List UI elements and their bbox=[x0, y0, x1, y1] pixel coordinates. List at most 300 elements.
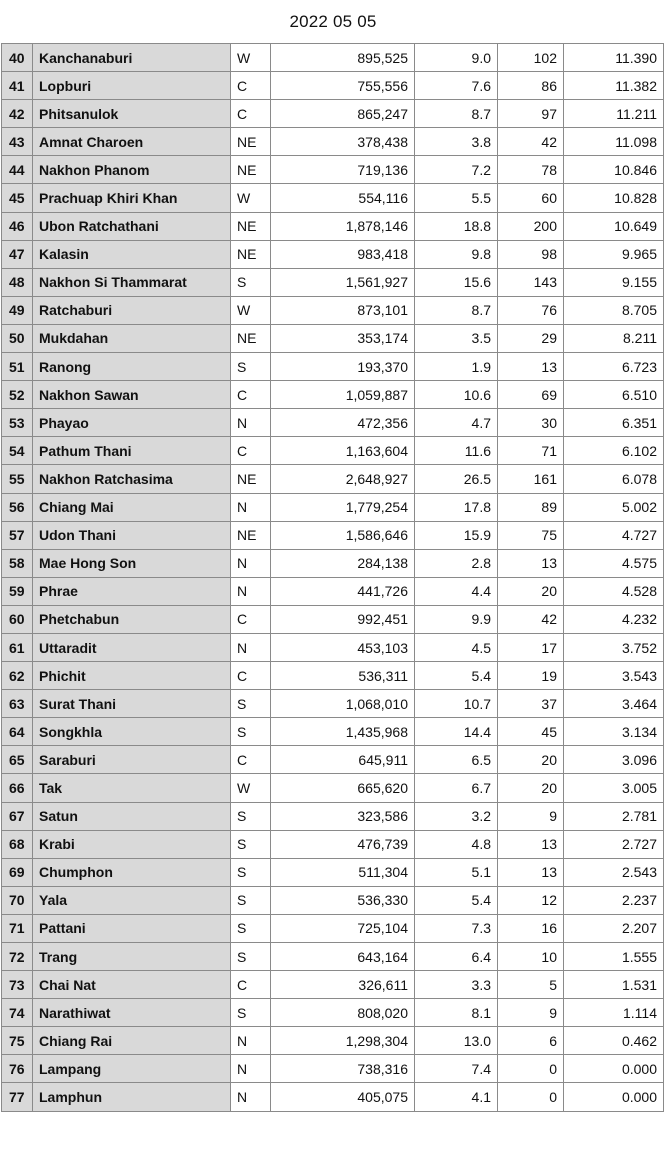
rate-cell: 1.531 bbox=[564, 971, 664, 999]
rate-cell: 5.002 bbox=[564, 493, 664, 521]
population-share-cell: 3.8 bbox=[415, 128, 498, 156]
cases-cell: 45 bbox=[498, 718, 564, 746]
population-cell: 643,164 bbox=[271, 943, 415, 971]
cases-cell: 13 bbox=[498, 353, 564, 381]
cases-cell: 17 bbox=[498, 633, 564, 661]
rate-cell: 11.390 bbox=[564, 44, 664, 72]
population-share-cell: 10.6 bbox=[415, 381, 498, 409]
cases-cell: 13 bbox=[498, 549, 564, 577]
table-row bbox=[2, 1027, 664, 1055]
population-cell: 536,330 bbox=[271, 886, 415, 914]
province-cell: Ranong bbox=[33, 353, 231, 381]
rank-cell: 44 bbox=[2, 156, 33, 184]
population-share-cell: 5.4 bbox=[415, 886, 498, 914]
rate-cell: 6.102 bbox=[564, 437, 664, 465]
population-share-cell: 5.5 bbox=[415, 184, 498, 212]
table-row bbox=[2, 184, 664, 212]
cases-cell: 76 bbox=[498, 296, 564, 324]
rate-cell: 0.000 bbox=[564, 1083, 664, 1111]
rank-cell: 63 bbox=[2, 690, 33, 718]
province-cell: Pattani bbox=[33, 914, 231, 942]
population-cell: 1,779,254 bbox=[271, 493, 415, 521]
population-share-cell: 3.3 bbox=[415, 971, 498, 999]
population-cell: 755,556 bbox=[271, 72, 415, 100]
rank-cell: 72 bbox=[2, 943, 33, 971]
cases-cell: 69 bbox=[498, 381, 564, 409]
region-cell: NE bbox=[231, 128, 271, 156]
table-row bbox=[2, 633, 664, 661]
region-cell: NE bbox=[231, 324, 271, 352]
province-cell: Saraburi bbox=[33, 746, 231, 774]
table-row bbox=[2, 886, 664, 914]
population-cell: 554,116 bbox=[271, 184, 415, 212]
population-share-cell: 6.5 bbox=[415, 746, 498, 774]
rank-cell: 74 bbox=[2, 999, 33, 1027]
population-share-cell: 7.3 bbox=[415, 914, 498, 942]
rank-cell: 46 bbox=[2, 212, 33, 240]
cases-cell: 20 bbox=[498, 577, 564, 605]
rate-cell: 6.510 bbox=[564, 381, 664, 409]
region-cell: S bbox=[231, 718, 271, 746]
rate-cell: 4.232 bbox=[564, 605, 664, 633]
population-share-cell: 15.9 bbox=[415, 521, 498, 549]
province-cell: Uttaradit bbox=[33, 633, 231, 661]
population-share-cell: 26.5 bbox=[415, 465, 498, 493]
cases-cell: 102 bbox=[498, 44, 564, 72]
rate-cell: 8.211 bbox=[564, 324, 664, 352]
population-cell: 536,311 bbox=[271, 662, 415, 690]
cases-cell: 37 bbox=[498, 690, 564, 718]
population-cell: 193,370 bbox=[271, 353, 415, 381]
population-cell: 719,136 bbox=[271, 156, 415, 184]
cases-cell: 60 bbox=[498, 184, 564, 212]
population-cell: 511,304 bbox=[271, 858, 415, 886]
table-row bbox=[2, 409, 664, 437]
province-cell: Ratchaburi bbox=[33, 296, 231, 324]
cases-cell: 19 bbox=[498, 662, 564, 690]
population-cell: 1,068,010 bbox=[271, 690, 415, 718]
province-cell: Chiang Rai bbox=[33, 1027, 231, 1055]
region-cell: S bbox=[231, 802, 271, 830]
province-cell: Narathiwat bbox=[33, 999, 231, 1027]
rank-cell: 48 bbox=[2, 268, 33, 296]
province-cell: Yala bbox=[33, 886, 231, 914]
rank-cell: 59 bbox=[2, 577, 33, 605]
population-share-cell: 7.4 bbox=[415, 1055, 498, 1083]
region-cell: NE bbox=[231, 521, 271, 549]
population-share-cell: 1.9 bbox=[415, 353, 498, 381]
page-title: 2022 05 05 bbox=[289, 12, 377, 31]
population-share-cell: 5.1 bbox=[415, 858, 498, 886]
population-cell: 441,726 bbox=[271, 577, 415, 605]
province-cell: Pathum Thani bbox=[33, 437, 231, 465]
rate-cell: 1.555 bbox=[564, 943, 664, 971]
province-cell: Prachuap Khiri Khan bbox=[33, 184, 231, 212]
region-cell: C bbox=[231, 72, 271, 100]
table-row bbox=[2, 914, 664, 942]
region-cell: C bbox=[231, 381, 271, 409]
rank-cell: 45 bbox=[2, 184, 33, 212]
table-row bbox=[2, 971, 664, 999]
province-cell: Tak bbox=[33, 774, 231, 802]
cases-cell: 75 bbox=[498, 521, 564, 549]
table-row bbox=[2, 774, 664, 802]
population-cell: 353,174 bbox=[271, 324, 415, 352]
province-cell: Phrae bbox=[33, 577, 231, 605]
population-share-cell: 7.6 bbox=[415, 72, 498, 100]
region-cell: S bbox=[231, 943, 271, 971]
rank-cell: 67 bbox=[2, 802, 33, 830]
province-cell: Nakhon Sawan bbox=[33, 381, 231, 409]
population-cell: 865,247 bbox=[271, 100, 415, 128]
rank-cell: 49 bbox=[2, 296, 33, 324]
cases-cell: 161 bbox=[498, 465, 564, 493]
region-cell: W bbox=[231, 296, 271, 324]
population-share-cell: 4.1 bbox=[415, 1083, 498, 1111]
population-cell: 2,648,927 bbox=[271, 465, 415, 493]
table-row bbox=[2, 605, 664, 633]
population-share-cell: 8.7 bbox=[415, 100, 498, 128]
province-cell: Kalasin bbox=[33, 240, 231, 268]
table-row bbox=[2, 577, 664, 605]
rank-cell: 54 bbox=[2, 437, 33, 465]
population-cell: 284,138 bbox=[271, 549, 415, 577]
table-row bbox=[2, 802, 664, 830]
cases-cell: 78 bbox=[498, 156, 564, 184]
region-cell: N bbox=[231, 633, 271, 661]
population-share-cell: 4.7 bbox=[415, 409, 498, 437]
population-share-cell: 11.6 bbox=[415, 437, 498, 465]
rate-cell: 6.351 bbox=[564, 409, 664, 437]
cases-cell: 20 bbox=[498, 774, 564, 802]
province-cell: Phitsanulok bbox=[33, 100, 231, 128]
rank-cell: 55 bbox=[2, 465, 33, 493]
cases-cell: 9 bbox=[498, 999, 564, 1027]
province-cell: Mukdahan bbox=[33, 324, 231, 352]
population-cell: 323,586 bbox=[271, 802, 415, 830]
table-row bbox=[2, 746, 664, 774]
province-cell: Satun bbox=[33, 802, 231, 830]
cases-cell: 71 bbox=[498, 437, 564, 465]
rank-cell: 76 bbox=[2, 1055, 33, 1083]
province-cell: Krabi bbox=[33, 830, 231, 858]
population-share-cell: 5.4 bbox=[415, 662, 498, 690]
cases-cell: 200 bbox=[498, 212, 564, 240]
cases-cell: 89 bbox=[498, 493, 564, 521]
population-cell: 808,020 bbox=[271, 999, 415, 1027]
rate-cell: 6.723 bbox=[564, 353, 664, 381]
table-row bbox=[2, 100, 664, 128]
population-cell: 472,356 bbox=[271, 409, 415, 437]
table-row bbox=[2, 128, 664, 156]
region-cell: S bbox=[231, 690, 271, 718]
region-cell: NE bbox=[231, 156, 271, 184]
region-cell: S bbox=[231, 268, 271, 296]
rate-cell: 4.727 bbox=[564, 521, 664, 549]
region-cell: N bbox=[231, 549, 271, 577]
population-cell: 1,586,646 bbox=[271, 521, 415, 549]
region-cell: N bbox=[231, 409, 271, 437]
rate-cell: 11.211 bbox=[564, 100, 664, 128]
rate-cell: 3.464 bbox=[564, 690, 664, 718]
rate-cell: 2.781 bbox=[564, 802, 664, 830]
rank-cell: 52 bbox=[2, 381, 33, 409]
province-cell: Phichit bbox=[33, 662, 231, 690]
population-share-cell: 9.0 bbox=[415, 44, 498, 72]
population-cell: 453,103 bbox=[271, 633, 415, 661]
table-row bbox=[2, 296, 664, 324]
rate-cell: 2.207 bbox=[564, 914, 664, 942]
region-cell: N bbox=[231, 1055, 271, 1083]
cases-cell: 5 bbox=[498, 971, 564, 999]
table-row bbox=[2, 521, 664, 549]
population-share-cell: 8.7 bbox=[415, 296, 498, 324]
table-row bbox=[2, 830, 664, 858]
region-cell: W bbox=[231, 184, 271, 212]
region-cell: S bbox=[231, 999, 271, 1027]
cases-cell: 13 bbox=[498, 830, 564, 858]
cases-cell: 42 bbox=[498, 128, 564, 156]
population-share-cell: 13.0 bbox=[415, 1027, 498, 1055]
rate-cell: 3.134 bbox=[564, 718, 664, 746]
rate-cell: 2.543 bbox=[564, 858, 664, 886]
population-share-cell: 6.4 bbox=[415, 943, 498, 971]
cases-cell: 42 bbox=[498, 605, 564, 633]
rate-cell: 10.846 bbox=[564, 156, 664, 184]
table-row bbox=[2, 999, 664, 1027]
region-cell: C bbox=[231, 605, 271, 633]
rate-cell: 10.649 bbox=[564, 212, 664, 240]
cases-cell: 0 bbox=[498, 1055, 564, 1083]
table-row bbox=[2, 381, 664, 409]
province-cell: Udon Thani bbox=[33, 521, 231, 549]
cases-cell: 0 bbox=[498, 1083, 564, 1111]
province-cell: Phayao bbox=[33, 409, 231, 437]
population-share-cell: 10.7 bbox=[415, 690, 498, 718]
province-cell: Mae Hong Son bbox=[33, 549, 231, 577]
region-cell: NE bbox=[231, 212, 271, 240]
rank-cell: 53 bbox=[2, 409, 33, 437]
table-row bbox=[2, 1055, 664, 1083]
population-share-cell: 17.8 bbox=[415, 493, 498, 521]
province-cell: Nakhon Ratchasima bbox=[33, 465, 231, 493]
rank-cell: 65 bbox=[2, 746, 33, 774]
province-cell: Lampang bbox=[33, 1055, 231, 1083]
cases-cell: 13 bbox=[498, 858, 564, 886]
cases-cell: 6 bbox=[498, 1027, 564, 1055]
province-cell: Nakhon Phanom bbox=[33, 156, 231, 184]
rank-cell: 77 bbox=[2, 1083, 33, 1111]
rate-cell: 1.114 bbox=[564, 999, 664, 1027]
population-share-cell: 18.8 bbox=[415, 212, 498, 240]
cases-cell: 20 bbox=[498, 746, 564, 774]
table-row bbox=[2, 324, 664, 352]
rate-cell: 4.575 bbox=[564, 549, 664, 577]
rate-cell: 10.828 bbox=[564, 184, 664, 212]
rate-cell: 6.078 bbox=[564, 465, 664, 493]
rank-cell: 43 bbox=[2, 128, 33, 156]
population-share-cell: 2.8 bbox=[415, 549, 498, 577]
population-share-cell: 3.2 bbox=[415, 802, 498, 830]
table-row bbox=[2, 690, 664, 718]
region-cell: C bbox=[231, 746, 271, 774]
rank-cell: 51 bbox=[2, 353, 33, 381]
population-cell: 895,525 bbox=[271, 44, 415, 72]
population-cell: 405,075 bbox=[271, 1083, 415, 1111]
region-cell: W bbox=[231, 44, 271, 72]
province-cell: Chiang Mai bbox=[33, 493, 231, 521]
population-cell: 1,163,604 bbox=[271, 437, 415, 465]
population-share-cell: 3.5 bbox=[415, 324, 498, 352]
population-cell: 378,438 bbox=[271, 128, 415, 156]
province-table bbox=[1, 43, 664, 1112]
population-share-cell: 8.1 bbox=[415, 999, 498, 1027]
table-row bbox=[2, 44, 664, 72]
province-cell: Nakhon Si Thammarat bbox=[33, 268, 231, 296]
population-cell: 1,059,887 bbox=[271, 381, 415, 409]
population-cell: 476,739 bbox=[271, 830, 415, 858]
rate-cell: 11.382 bbox=[564, 72, 664, 100]
rate-cell: 0.000 bbox=[564, 1055, 664, 1083]
table-row bbox=[2, 353, 664, 381]
population-share-cell: 4.8 bbox=[415, 830, 498, 858]
cases-cell: 30 bbox=[498, 409, 564, 437]
rank-cell: 50 bbox=[2, 324, 33, 352]
region-cell: C bbox=[231, 971, 271, 999]
rank-cell: 66 bbox=[2, 774, 33, 802]
rate-cell: 3.752 bbox=[564, 633, 664, 661]
rate-cell: 2.237 bbox=[564, 886, 664, 914]
table-row bbox=[2, 240, 664, 268]
rank-cell: 47 bbox=[2, 240, 33, 268]
rank-cell: 57 bbox=[2, 521, 33, 549]
population-share-cell: 6.7 bbox=[415, 774, 498, 802]
region-cell: C bbox=[231, 100, 271, 128]
rank-cell: 69 bbox=[2, 858, 33, 886]
table-row bbox=[2, 1083, 664, 1111]
region-cell: C bbox=[231, 437, 271, 465]
table-body bbox=[2, 44, 664, 1112]
province-cell: Lopburi bbox=[33, 72, 231, 100]
province-cell: Trang bbox=[33, 943, 231, 971]
province-cell: Chai Nat bbox=[33, 971, 231, 999]
rate-cell: 3.005 bbox=[564, 774, 664, 802]
population-cell: 873,101 bbox=[271, 296, 415, 324]
rank-cell: 61 bbox=[2, 633, 33, 661]
region-cell: N bbox=[231, 577, 271, 605]
table-row bbox=[2, 72, 664, 100]
population-cell: 1,561,927 bbox=[271, 268, 415, 296]
cases-cell: 10 bbox=[498, 943, 564, 971]
population-cell: 1,298,304 bbox=[271, 1027, 415, 1055]
rank-cell: 73 bbox=[2, 971, 33, 999]
table-row bbox=[2, 662, 664, 690]
region-cell: N bbox=[231, 1083, 271, 1111]
region-cell: N bbox=[231, 1027, 271, 1055]
region-cell: W bbox=[231, 774, 271, 802]
population-share-cell: 4.5 bbox=[415, 633, 498, 661]
table-row bbox=[2, 943, 664, 971]
rank-cell: 42 bbox=[2, 100, 33, 128]
table-row bbox=[2, 268, 664, 296]
province-cell: Songkhla bbox=[33, 718, 231, 746]
table-row bbox=[2, 549, 664, 577]
cases-cell: 29 bbox=[498, 324, 564, 352]
rank-cell: 68 bbox=[2, 830, 33, 858]
region-cell: NE bbox=[231, 465, 271, 493]
rank-cell: 70 bbox=[2, 886, 33, 914]
province-cell: Kanchanaburi bbox=[33, 44, 231, 72]
population-share-cell: 7.2 bbox=[415, 156, 498, 184]
region-cell: S bbox=[231, 886, 271, 914]
cases-cell: 16 bbox=[498, 914, 564, 942]
rank-cell: 75 bbox=[2, 1027, 33, 1055]
rate-cell: 8.705 bbox=[564, 296, 664, 324]
rank-cell: 56 bbox=[2, 493, 33, 521]
population-share-cell: 14.4 bbox=[415, 718, 498, 746]
population-share-cell: 15.6 bbox=[415, 268, 498, 296]
cases-cell: 9 bbox=[498, 802, 564, 830]
province-cell: Lamphun bbox=[33, 1083, 231, 1111]
cases-cell: 143 bbox=[498, 268, 564, 296]
rate-cell: 9.965 bbox=[564, 240, 664, 268]
region-cell: NE bbox=[231, 240, 271, 268]
rate-cell: 3.096 bbox=[564, 746, 664, 774]
population-cell: 738,316 bbox=[271, 1055, 415, 1083]
province-cell: Ubon Ratchathani bbox=[33, 212, 231, 240]
region-cell: S bbox=[231, 858, 271, 886]
cases-cell: 86 bbox=[498, 72, 564, 100]
table-row bbox=[2, 212, 664, 240]
rate-cell: 4.528 bbox=[564, 577, 664, 605]
table-row bbox=[2, 156, 664, 184]
rate-cell: 9.155 bbox=[564, 268, 664, 296]
region-cell: S bbox=[231, 830, 271, 858]
table-row bbox=[2, 858, 664, 886]
region-cell: N bbox=[231, 493, 271, 521]
population-cell: 645,911 bbox=[271, 746, 415, 774]
province-cell: Amnat Charoen bbox=[33, 128, 231, 156]
cases-cell: 12 bbox=[498, 886, 564, 914]
population-share-cell: 9.9 bbox=[415, 605, 498, 633]
rate-cell: 0.462 bbox=[564, 1027, 664, 1055]
table-row bbox=[2, 493, 664, 521]
rank-cell: 62 bbox=[2, 662, 33, 690]
cases-cell: 98 bbox=[498, 240, 564, 268]
table-row bbox=[2, 465, 664, 493]
population-cell: 725,104 bbox=[271, 914, 415, 942]
population-share-cell: 4.4 bbox=[415, 577, 498, 605]
rank-cell: 64 bbox=[2, 718, 33, 746]
population-cell: 983,418 bbox=[271, 240, 415, 268]
population-cell: 1,878,146 bbox=[271, 212, 415, 240]
population-cell: 665,620 bbox=[271, 774, 415, 802]
population-cell: 326,611 bbox=[271, 971, 415, 999]
region-cell: C bbox=[231, 662, 271, 690]
rank-cell: 71 bbox=[2, 914, 33, 942]
population-cell: 992,451 bbox=[271, 605, 415, 633]
region-cell: S bbox=[231, 914, 271, 942]
population-share-cell: 9.8 bbox=[415, 240, 498, 268]
table-row bbox=[2, 718, 664, 746]
rank-cell: 40 bbox=[2, 44, 33, 72]
rank-cell: 58 bbox=[2, 549, 33, 577]
province-cell: Surat Thani bbox=[33, 690, 231, 718]
rate-cell: 11.098 bbox=[564, 128, 664, 156]
rate-cell: 3.543 bbox=[564, 662, 664, 690]
region-cell: S bbox=[231, 353, 271, 381]
rank-cell: 41 bbox=[2, 72, 33, 100]
